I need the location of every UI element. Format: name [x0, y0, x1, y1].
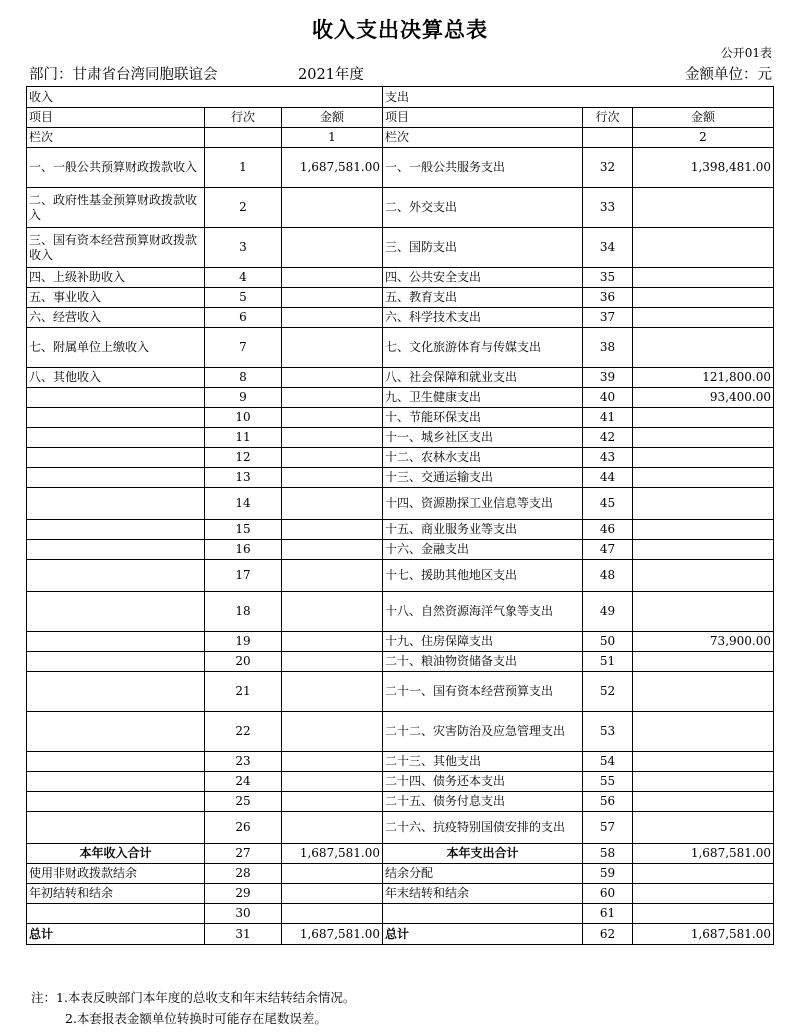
expense-line-cell: 35	[583, 268, 633, 288]
income-amount-cell	[282, 812, 383, 844]
expense-item-cell	[383, 904, 583, 924]
expense-item-cell: 十一、城乡社区支出	[383, 428, 583, 448]
income-amount-cell	[282, 560, 383, 592]
expense-item-cell: 结余分配	[383, 864, 583, 884]
expense-item-cell: 二、外交支出	[383, 188, 583, 228]
expense-line-cell: 53	[583, 712, 633, 752]
income-item-cell	[27, 904, 205, 924]
column-index-row	[27, 128, 774, 148]
income-line-cell: 23	[205, 752, 282, 772]
income-line-header: 行次	[205, 108, 282, 128]
income-line-cell: 14	[205, 488, 282, 520]
income-amount-cell	[282, 448, 383, 468]
table-row	[27, 408, 774, 428]
income-item-cell	[27, 712, 205, 752]
expense-line-cell: 44	[583, 468, 633, 488]
table-row	[27, 308, 774, 328]
footnote-2: 2.本套报表金额单位转换时可能存在尾数误差。	[65, 1011, 327, 1026]
income-item-cell	[27, 592, 205, 632]
income-total-line: 31	[205, 924, 282, 945]
table-row	[27, 148, 774, 188]
income-item-cell	[27, 388, 205, 408]
expense-amount-cell: 73,900.00	[633, 632, 774, 652]
income-line-cell: 30	[205, 904, 282, 924]
income-subtotal-line: 27	[205, 844, 282, 864]
income-line-cell: 26	[205, 812, 282, 844]
expense-item-cell: 十七、援助其他地区支出	[383, 560, 583, 592]
income-amount-cell	[282, 188, 383, 228]
expense-item-cell: 年末结转和结余	[383, 884, 583, 904]
income-item-cell	[27, 792, 205, 812]
expense-amount-cell	[633, 712, 774, 752]
expense-line-cell: 41	[583, 408, 633, 428]
expense-amount-cell	[633, 864, 774, 884]
income-amount-cell	[282, 592, 383, 632]
income-item-cell	[27, 672, 205, 712]
expense-line-cell: 43	[583, 448, 633, 468]
expense-line-cell: 47	[583, 540, 633, 560]
expense-item-cell: 二十、粮油物资储备支出	[383, 652, 583, 672]
expense-line-cell: 55	[583, 772, 633, 792]
expense-line-cell: 49	[583, 592, 633, 632]
income-subtotal-label: 本年收入合计	[27, 844, 205, 864]
expense-amount-cell	[633, 408, 774, 428]
income-item-cell	[27, 488, 205, 520]
expense-item-cell: 二十三、其他支出	[383, 752, 583, 772]
expense-amount-cell: 93,400.00	[633, 388, 774, 408]
income-line-cell: 21	[205, 672, 282, 712]
expense-total-amount: 1,687,581.00	[633, 924, 774, 945]
table-row	[27, 188, 774, 228]
table-row	[27, 540, 774, 560]
expense-line-cell: 34	[583, 228, 633, 268]
fiscal-year: 2021年度	[298, 67, 364, 83]
expense-item-cell: 十九、住房保障支出	[383, 632, 583, 652]
expense-item-cell: 五、教育支出	[383, 288, 583, 308]
income-amount-cell	[282, 468, 383, 488]
expense-subtotal-amount: 1,687,581.00	[633, 844, 774, 864]
expense-item-cell: 一、一般公共服务支出	[383, 148, 583, 188]
income-line-cell: 28	[205, 864, 282, 884]
expense-subtotal-label: 本年支出合计	[383, 844, 583, 864]
section-header-row	[27, 87, 774, 108]
expense-line-cell: 46	[583, 520, 633, 540]
table-row	[27, 488, 774, 520]
expense-amount-cell	[633, 328, 774, 368]
income-subtotal-amount: 1,687,581.00	[282, 844, 383, 864]
expense-line-cell: 56	[583, 792, 633, 812]
income-amount-cell	[282, 672, 383, 712]
income-col-blank	[205, 128, 282, 148]
expense-amount-cell	[633, 884, 774, 904]
expense-col-number: 2	[633, 128, 774, 148]
income-line-cell: 22	[205, 712, 282, 752]
income-item-cell	[27, 632, 205, 652]
expense-amount-cell	[633, 468, 774, 488]
expense-line-cell: 42	[583, 428, 633, 448]
income-item-cell: 四、上级补助收入	[27, 268, 205, 288]
income-amount-header: 金额	[282, 108, 383, 128]
income-amount-cell	[282, 652, 383, 672]
expense-amount-cell	[633, 772, 774, 792]
expense-amount-cell	[633, 540, 774, 560]
expense-amount-cell	[633, 652, 774, 672]
income-amount-cell	[282, 632, 383, 652]
table-row	[27, 812, 774, 844]
income-amount-cell	[282, 864, 383, 884]
income-line-cell: 18	[205, 592, 282, 632]
department-label: 部门：甘肃省台湾同胞联谊会	[29, 67, 218, 83]
expense-item-cell: 十五、商业服务业等支出	[383, 520, 583, 540]
income-line-cell: 6	[205, 308, 282, 328]
total-row	[27, 924, 774, 945]
column-header-row	[27, 108, 774, 128]
table-row	[27, 884, 774, 904]
income-line-cell: 12	[205, 448, 282, 468]
income-line-cell: 1	[205, 148, 282, 188]
expense-amount-cell	[633, 592, 774, 632]
income-item-cell: 七、附属单位上缴收入	[27, 328, 205, 368]
income-item-cell	[27, 652, 205, 672]
income-total-amount: 1,687,581.00	[282, 924, 383, 945]
income-amount-cell	[282, 904, 383, 924]
currency-unit: 金额单位：元	[685, 67, 772, 83]
income-item-cell: 八、其他收入	[27, 368, 205, 388]
expense-line-cell: 54	[583, 752, 633, 772]
subtotal-row	[27, 844, 774, 864]
expense-line-cell: 59	[583, 864, 633, 884]
expense-item-cell: 十四、资源勘探工业信息等支出	[383, 488, 583, 520]
expense-line-cell: 39	[583, 368, 633, 388]
expense-amount-cell	[633, 560, 774, 592]
table-row	[27, 468, 774, 488]
income-item-cell: 年初结转和结余	[27, 884, 205, 904]
income-item-cell	[27, 448, 205, 468]
expense-line-header: 行次	[583, 108, 633, 128]
table-row	[27, 672, 774, 712]
income-amount-cell	[282, 752, 383, 772]
income-section-header: 收入	[27, 87, 383, 108]
expense-amount-cell	[633, 752, 774, 772]
income-amount-cell	[282, 772, 383, 792]
expense-amount-cell	[633, 904, 774, 924]
income-item-header: 项目	[27, 108, 205, 128]
expense-amount-cell	[633, 792, 774, 812]
expense-line-cell: 60	[583, 884, 633, 904]
income-amount-cell	[282, 488, 383, 520]
table-row	[27, 520, 774, 540]
expense-amount-cell	[633, 672, 774, 712]
expense-item-cell: 十六、金融支出	[383, 540, 583, 560]
income-line-cell: 4	[205, 268, 282, 288]
expense-line-cell: 57	[583, 812, 633, 844]
income-line-cell: 7	[205, 328, 282, 368]
income-amount-cell	[282, 520, 383, 540]
expense-amount-cell	[633, 308, 774, 328]
expense-amount-cell	[633, 812, 774, 844]
income-item-cell	[27, 560, 205, 592]
expense-col-label: 栏次	[383, 128, 583, 148]
expense-line-cell: 50	[583, 632, 633, 652]
table-row	[27, 772, 774, 792]
expense-line-cell: 40	[583, 388, 633, 408]
expense-amount-cell	[633, 288, 774, 308]
table-row	[27, 712, 774, 752]
income-line-cell: 13	[205, 468, 282, 488]
income-item-cell	[27, 520, 205, 540]
expense-line-cell: 37	[583, 308, 633, 328]
income-line-cell: 20	[205, 652, 282, 672]
income-expense-table	[26, 86, 774, 945]
footnote-1: 注：1.本表反映部门本年度的总收支和年末结转结余情况。	[31, 990, 356, 1005]
expense-amount-cell: 1,398,481.00	[633, 148, 774, 188]
expense-item-cell: 十、节能环保支出	[383, 408, 583, 428]
income-line-cell: 9	[205, 388, 282, 408]
expense-total-label: 总计	[383, 924, 583, 945]
income-line-cell: 29	[205, 884, 282, 904]
income-item-cell: 一、一般公共预算财政拨款收入	[27, 148, 205, 188]
expense-amount-cell	[633, 188, 774, 228]
expense-line-cell: 36	[583, 288, 633, 308]
table-row	[27, 752, 774, 772]
income-amount-cell	[282, 308, 383, 328]
income-amount-cell	[282, 288, 383, 308]
expense-line-cell: 32	[583, 148, 633, 188]
income-line-cell: 5	[205, 288, 282, 308]
table-row	[27, 652, 774, 672]
table-row	[27, 388, 774, 408]
income-col-label: 栏次	[27, 128, 205, 148]
income-amount-cell	[282, 268, 383, 288]
footnotes	[31, 987, 355, 1029]
income-amount-cell	[282, 368, 383, 388]
expense-item-cell: 十三、交通运输支出	[383, 468, 583, 488]
income-amount-cell	[282, 428, 383, 448]
expense-line-cell: 38	[583, 328, 633, 368]
income-item-cell	[27, 468, 205, 488]
table-row	[27, 328, 774, 368]
income-line-cell: 8	[205, 368, 282, 388]
income-item-cell: 使用非财政拨款结余	[27, 864, 205, 884]
table-row	[27, 592, 774, 632]
expense-item-cell: 三、国防支出	[383, 228, 583, 268]
expense-amount-cell	[633, 448, 774, 468]
expense-item-cell: 二十二、灾害防治及应急管理支出	[383, 712, 583, 752]
table-row	[27, 268, 774, 288]
expense-section-header: 支出	[383, 87, 774, 108]
income-line-cell: 16	[205, 540, 282, 560]
table-row	[27, 428, 774, 448]
form-code: 公开01表	[720, 46, 772, 60]
income-item-cell	[27, 772, 205, 792]
expense-line-cell: 61	[583, 904, 633, 924]
expense-item-cell: 十二、农林水支出	[383, 448, 583, 468]
expense-line-cell: 33	[583, 188, 633, 228]
expense-line-cell: 51	[583, 652, 633, 672]
income-amount-cell	[282, 792, 383, 812]
expense-total-line: 62	[583, 924, 633, 945]
income-item-cell	[27, 540, 205, 560]
income-amount-cell	[282, 328, 383, 368]
income-amount-cell	[282, 884, 383, 904]
expense-item-header: 项目	[383, 108, 583, 128]
expense-item-cell: 十八、自然资源海洋气象等支出	[383, 592, 583, 632]
income-item-cell: 三、国有资本经营预算财政拨款收入	[27, 228, 205, 268]
income-amount-cell	[282, 540, 383, 560]
income-line-cell: 10	[205, 408, 282, 428]
income-line-cell: 19	[205, 632, 282, 652]
income-item-cell: 二、政府性基金预算财政拨款收入	[27, 188, 205, 228]
table-row	[27, 864, 774, 884]
income-amount-cell	[282, 712, 383, 752]
income-line-cell: 3	[205, 228, 282, 268]
table-row	[27, 448, 774, 468]
income-amount-cell: 1,687,581.00	[282, 148, 383, 188]
income-line-cell: 11	[205, 428, 282, 448]
income-amount-cell	[282, 408, 383, 428]
expense-amount-cell	[633, 488, 774, 520]
table-row	[27, 904, 774, 924]
expense-item-cell: 二十六、抗疫特别国债安排的支出	[383, 812, 583, 844]
expense-subtotal-line: 58	[583, 844, 633, 864]
income-line-cell: 24	[205, 772, 282, 792]
table-row	[27, 228, 774, 268]
income-item-cell	[27, 752, 205, 772]
income-line-cell: 17	[205, 560, 282, 592]
expense-item-cell: 二十一、国有资本经营预算支出	[383, 672, 583, 712]
income-item-cell: 六、经营收入	[27, 308, 205, 328]
income-col-number: 1	[282, 128, 383, 148]
expense-amount-header: 金额	[633, 108, 774, 128]
expense-item-cell: 二十四、债务还本支出	[383, 772, 583, 792]
expense-amount-cell	[633, 520, 774, 540]
income-amount-cell	[282, 228, 383, 268]
table-row	[27, 560, 774, 592]
income-item-cell	[27, 812, 205, 844]
income-line-cell: 2	[205, 188, 282, 228]
expense-amount-cell: 121,800.00	[633, 368, 774, 388]
expense-amount-cell	[633, 268, 774, 288]
expense-item-cell: 二十五、债务付息支出	[383, 792, 583, 812]
expense-col-blank	[583, 128, 633, 148]
expense-line-cell: 45	[583, 488, 633, 520]
income-line-cell: 25	[205, 792, 282, 812]
expense-amount-cell	[633, 228, 774, 268]
table-row	[27, 792, 774, 812]
table-row	[27, 288, 774, 308]
expense-item-cell: 六、科学技术支出	[383, 308, 583, 328]
expense-amount-cell	[633, 428, 774, 448]
income-item-cell	[27, 428, 205, 448]
expense-item-cell: 九、卫生健康支出	[383, 388, 583, 408]
income-total-label: 总计	[27, 924, 205, 945]
income-line-cell: 15	[205, 520, 282, 540]
expense-item-cell: 七、文化旅游体育与传媒支出	[383, 328, 583, 368]
table-row	[27, 632, 774, 652]
income-item-cell	[27, 408, 205, 428]
expense-line-cell: 48	[583, 560, 633, 592]
table-row	[27, 368, 774, 388]
expense-item-cell: 八、社会保障和就业支出	[383, 368, 583, 388]
income-item-cell: 五、事业收入	[27, 288, 205, 308]
expense-item-cell: 四、公共安全支出	[383, 268, 583, 288]
report-title: 收入支出决算总表	[312, 18, 488, 42]
income-amount-cell	[282, 388, 383, 408]
expense-line-cell: 52	[583, 672, 633, 712]
